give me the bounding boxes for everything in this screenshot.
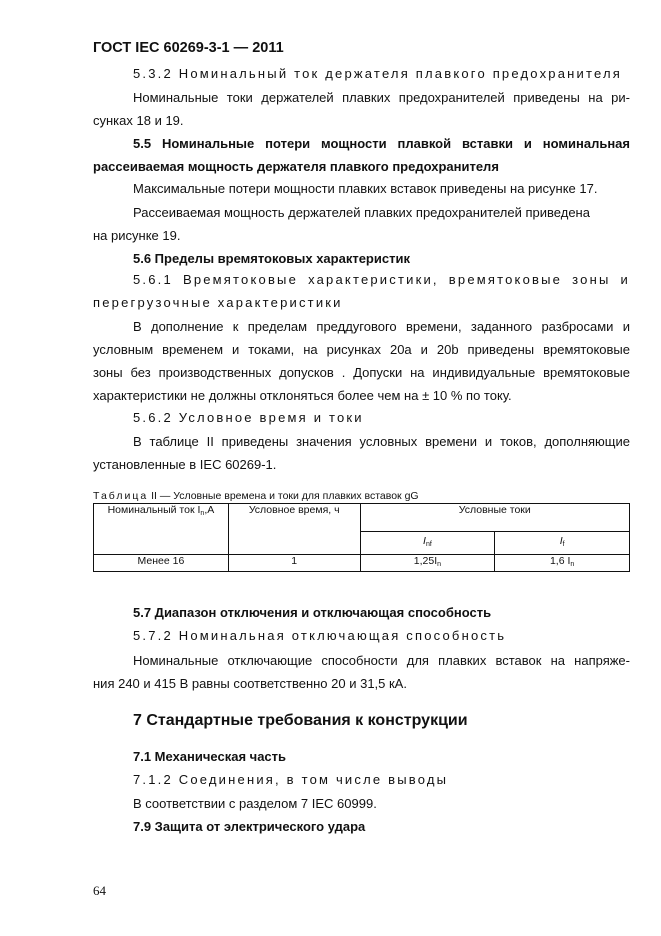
paragraph-line: Рассеиваемая мощность держателей плавких предохранителей приведена bbox=[133, 205, 590, 220]
table-cell: Менее 16 bbox=[94, 555, 229, 572]
paragraph-line: В дополнение к пределам преддугового времени, заданного разбросами и bbox=[133, 319, 630, 334]
paragraph-line: зоны без производственных допусков . Допуски на индивидуальные времятоковые bbox=[93, 365, 630, 380]
paragraph-line: Номинальные токи держателей плавких предохранителей приведены на ри- bbox=[133, 90, 630, 105]
table-caption-prefix: Таблица bbox=[93, 490, 149, 502]
paragraph-line: условным временем и токами, на рисунках 20а и 20b приведены времятоковые bbox=[93, 342, 630, 357]
section-5-6-1-heading-cont: перегрузочные характеристики bbox=[93, 295, 343, 310]
paragraph-line: Номинальные отключающие способности для плавких вставок на напряже- bbox=[133, 653, 630, 668]
paragraph-line: установленные в IEC 60269-1. bbox=[93, 457, 277, 472]
table-caption-text: II — Условные времена и токи для плавких вставок gG bbox=[148, 490, 419, 502]
section-5-7-2-heading: 5.7.2 Номинальная отключающая способность bbox=[133, 628, 507, 643]
table-caption bbox=[93, 490, 419, 502]
section-7-heading: 7 Стандартные требования к конструкции bbox=[133, 712, 468, 729]
paragraph-line: В соответствии с разделом 7 IEC 60999. bbox=[133, 796, 377, 811]
section-5-5-heading-cont: рассеиваемая мощность держателя плавкого предохранителя bbox=[93, 159, 499, 174]
table-subheader-cell: $I_{nf}$ bbox=[360, 531, 495, 554]
page-number: 64 bbox=[93, 883, 106, 898]
paragraph-line: ния 240 и 415 В равны соответственно 20 и 31,5 кА. bbox=[93, 676, 407, 691]
header-dash: — bbox=[233, 40, 249, 56]
document-header bbox=[93, 40, 284, 56]
section-5-6-2-heading: 5.6.2 Условное время и токи bbox=[133, 410, 364, 425]
section-5-6-heading: 5.6 Пределы времятоковых характеристик bbox=[133, 251, 410, 266]
paragraph-line: Максимальные потери мощности плавких вставок приведены на рисунке 17. bbox=[133, 181, 598, 196]
paragraph-line: на рисунке 19. bbox=[93, 228, 181, 243]
section-7-9-heading: 7.9 Защита от электрического удара bbox=[133, 819, 366, 834]
conventional-times-table bbox=[93, 503, 630, 572]
table-cell: 1,6 $I_n$ bbox=[495, 555, 630, 572]
table-subheader-cell: $I_f$ bbox=[495, 531, 630, 554]
paragraph-line: сунках 18 и 19. bbox=[93, 113, 184, 128]
standard-year: 2011 bbox=[252, 40, 284, 56]
standard-code: ГОСТ IEC 60269-3-1 bbox=[93, 40, 230, 56]
table-header-cell: Условные токи bbox=[360, 504, 629, 532]
table-header-cell: Условное время, ч bbox=[228, 504, 360, 555]
section-5-5-heading: 5.5 Номинальные потери мощности плавкой вставки и номинальная bbox=[133, 136, 630, 151]
table-header-cell: Номинальный ток $I_n,A$ bbox=[94, 504, 229, 555]
table-cell: 1 bbox=[228, 555, 360, 572]
section-7-1-heading: 7.1 Механическая часть bbox=[133, 749, 287, 764]
section-5-3-2-heading: 5.3.2 Номинальный ток держателя плавкого предохранителя bbox=[133, 66, 623, 81]
table-row bbox=[94, 555, 630, 572]
paragraph-line: характеристики не должны отклоняться более чем на ± 10 % по току. bbox=[93, 388, 512, 403]
paragraph-line: В таблице II приведены значения условных времени и токов, дополняющие bbox=[133, 434, 630, 449]
section-7-1-2-heading: 7.1.2 Соединения, в том числе выводы bbox=[133, 772, 449, 787]
section-5-6-1-heading: 5.6.1 Времятоковые характеристики, времятоковые зоны и bbox=[133, 272, 630, 287]
section-5-7-heading: 5.7 Диапазон отключения и отключающая способность bbox=[133, 605, 492, 620]
table-cell: $1,25I_n$ bbox=[360, 555, 495, 572]
